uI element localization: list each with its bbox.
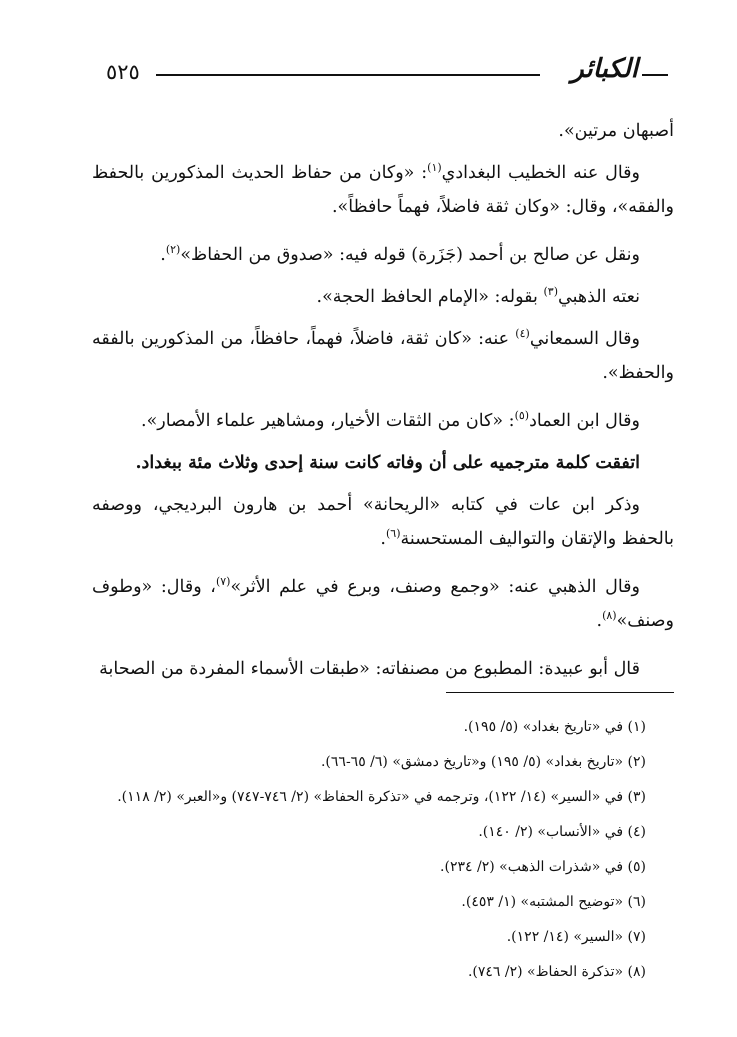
footnote-ref: (٣) [543, 285, 558, 299]
footnote: (٢) «تاريخ بغداد» (٥/ ١٩٥) و«تاريخ دمشق» (٦/ ٦٥-٦٦). [320, 754, 646, 770]
footnote-ref: (٥) [514, 409, 530, 423]
paragraph: وقال الذهبي عنه: «وجمع وصنف، وبرع في علم الأثر»$^{(٧)}$، وقال: «وطوف وصنف»$^{(٨)}$. [92, 575, 674, 631]
footnote: (٤) في «الأنساب» (٢/ ١٤٠). [478, 824, 646, 840]
footnote: (١) في «تاريخ بغداد» (٥/ ١٩٥). [463, 719, 646, 735]
paragraph: وقال السمعاني$^{(٤)}$ عنه: «كان ثقة، فاضلاً، فهماً، حافظاً، من المذكورين بالفقه والحفظ». [92, 327, 674, 383]
page-header [102, 54, 668, 92]
paragraph: أصبهان مرتين». [558, 121, 674, 141]
footnote-ref: (٨) [602, 609, 617, 623]
running-title: الكبائر [571, 54, 638, 84]
footnote-ref: (١) [427, 161, 442, 175]
footnote-ref: (٢) [165, 243, 181, 257]
footnote: (٣) في «السير» (١٤/ ١٢٢)، وترجمه في «تذكرة الحفاظ» (٢/ ٧٤٦-٧٤٧) و«العبر» (٢/ ١١٨). [117, 789, 646, 805]
paragraph: وقال ابن العماد$^{(٥)}$: «كان من الثقات الأخيار، ومشاهير علماء الأمصار». [141, 409, 640, 431]
paragraph: نعته الذهبي$^{(٣)}$ بقوله: «الإمام الحافظ الحجة». [316, 285, 640, 307]
footnote-ref: (٦) [385, 527, 401, 541]
paragraph: اتفقت كلمة مترجميه على أن وفاته كانت سنة إحدى وثلاث مئة ببغداد. [135, 453, 640, 473]
footnote: (٧) «السير» (١٤/ ١٢٢). [506, 929, 646, 945]
footnote: (٥) في «شذرات الذهب» (٢/ ٢٣٤). [440, 859, 646, 875]
paragraph: ونقل عن صالح بن أحمد (جَزَرة) قوله فيه: «صدوق من الحفاظ»$^{(٢)}$. [160, 243, 640, 265]
footnote: (٨) «تذكرة الحفاظ» (٢/ ٧٤٦). [467, 964, 646, 980]
paragraph: وذكر ابن عات في كتابه «الريحانة» أحمد بن هارون البرديجي، ووصفه بالحفظ والإتقان والتواليف المستحسنة$^{(٦)}$. [92, 495, 674, 549]
footnote-ref: (٤) [515, 327, 530, 341]
footnote-ref: (٧) [215, 575, 231, 589]
paragraph: قال أبو عبيدة: المطبوع من مصنفاته: «طبقات الأسماء المفردة من الصحابة [99, 659, 640, 679]
footnote: (٦) «توضيح المشتبه» (١/ ٤٥٣). [461, 894, 646, 910]
header-dash [642, 74, 668, 76]
header-rule [156, 74, 540, 76]
page-number: ٥٢٥ [106, 60, 140, 84]
footnote-separator [446, 692, 674, 693]
paragraph: وقال عنه الخطيب البغدادي$^{(١)}$: «وكان من حفاظ الحديث المذكورين بالحفظ والفقه»، وقال: «وكان ثقة فاضلاً، فهماً حافظاً». [92, 161, 674, 217]
